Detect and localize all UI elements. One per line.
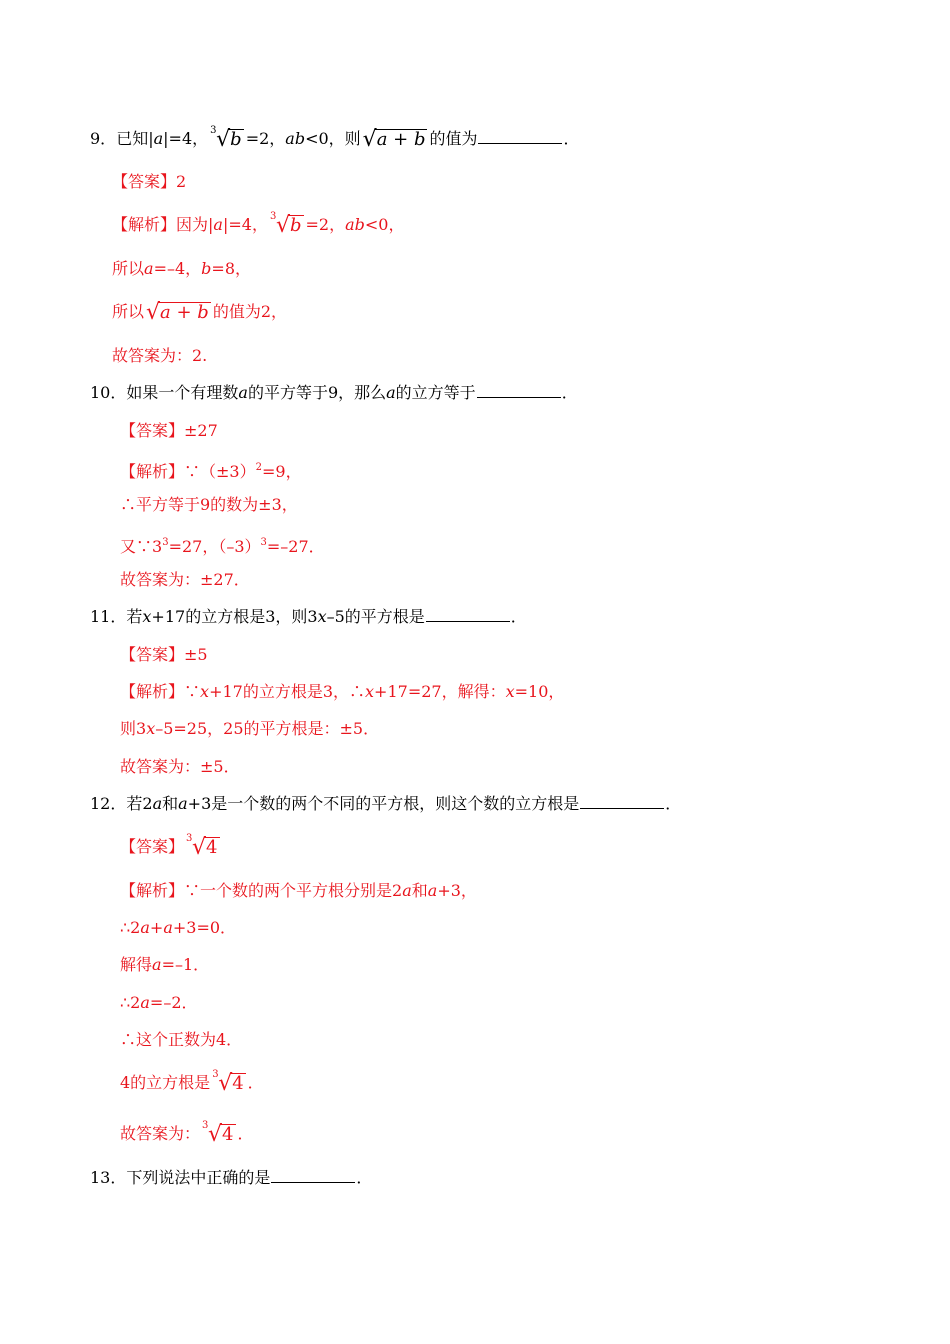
q10-analysis-line3: 又$\because 3^3=27$，$(-3)^3=-27$．: [120, 537, 325, 556]
q10-answer: 【答案】±27: [120, 421, 218, 440]
q12-analysis-line6: 4的立方根是 3 √4 ．: [120, 1069, 264, 1096]
q12-analysis-line7: 故答案为： 3 √4 ．: [120, 1120, 254, 1147]
q10-analysis-line4: 故答案为：±27．: [120, 570, 250, 589]
q11-analysis-line2: 则3x–5=25，25的平方根是：±5．: [120, 719, 380, 738]
cube-root: 3 √4: [202, 1120, 234, 1147]
q10-analysis-line2: ∴平方等于9的数为±3，: [120, 495, 298, 514]
q12-analysis-line4: ∴2a=–2．: [120, 993, 198, 1012]
q9-analysis-line3: 所以√a + b 的值为2，: [112, 299, 288, 325]
q11-stem: 11．若x+17的立方根是3，则3x–5的平方根是 ．: [90, 607, 527, 626]
answer-blank: [426, 607, 510, 622]
q12-answer: 【答案】 3 √4: [120, 833, 218, 860]
q12-analysis-line2: ∴2a+a+3=0．: [120, 918, 237, 937]
cube-root: 3 √4: [212, 1069, 244, 1096]
q9-analysis-line4: 故答案为：2.: [112, 346, 208, 365]
q10-stem: 10．如果一个有理数a的平方等于9，那么a的立方等于 ．: [90, 383, 578, 402]
q12-analysis-line1: 【解析】∵一个数的两个平方根分别是2a和a+3，: [120, 881, 477, 900]
q11-analysis-line3: 故答案为：±5．: [120, 757, 240, 776]
answer-blank: [580, 794, 664, 809]
q11-answer: 【答案】±5: [120, 645, 208, 664]
answer-blank: [271, 1168, 355, 1183]
q13-stem: 13．下列说法中正确的是 ．: [90, 1168, 373, 1187]
q10-analysis-line1: 【解析】$\because(\pm 3)^2=9$，: [120, 462, 302, 481]
square-root: √a + b: [362, 126, 426, 152]
q11-analysis-line1: 【解析】∵x+17的立方根是3，∴x+17=27，解得：x=10，: [120, 682, 565, 701]
q9-answer: 【答案】2: [112, 172, 187, 191]
cube-root: 3 √b: [269, 211, 302, 238]
answer-blank: [477, 383, 561, 398]
q12-analysis-line3: 解得a=–1．: [120, 955, 210, 974]
answer-blank: [478, 129, 562, 144]
cube-root: 3 √4: [186, 833, 218, 860]
q9-analysis-line1: 【解析】因为|a|=4， 3 √b =2，ab<0，: [112, 211, 405, 238]
q12-analysis-line5: ∴这个正数为4．: [120, 1030, 243, 1049]
cube-root: 3 √b: [210, 125, 242, 152]
q9-stem: 9．已知|a|=4， 3 √b =2，ab<0，则√a + b 的值为 ．: [90, 125, 580, 152]
q9-analysis-line2: 所以a=–4，b=8，: [112, 259, 251, 278]
q12-stem: 12．若2a和a+3是一个数的两个不同的平方根，则这个数的立方根是 ．: [90, 794, 682, 813]
square-root: √a + b: [146, 299, 209, 325]
